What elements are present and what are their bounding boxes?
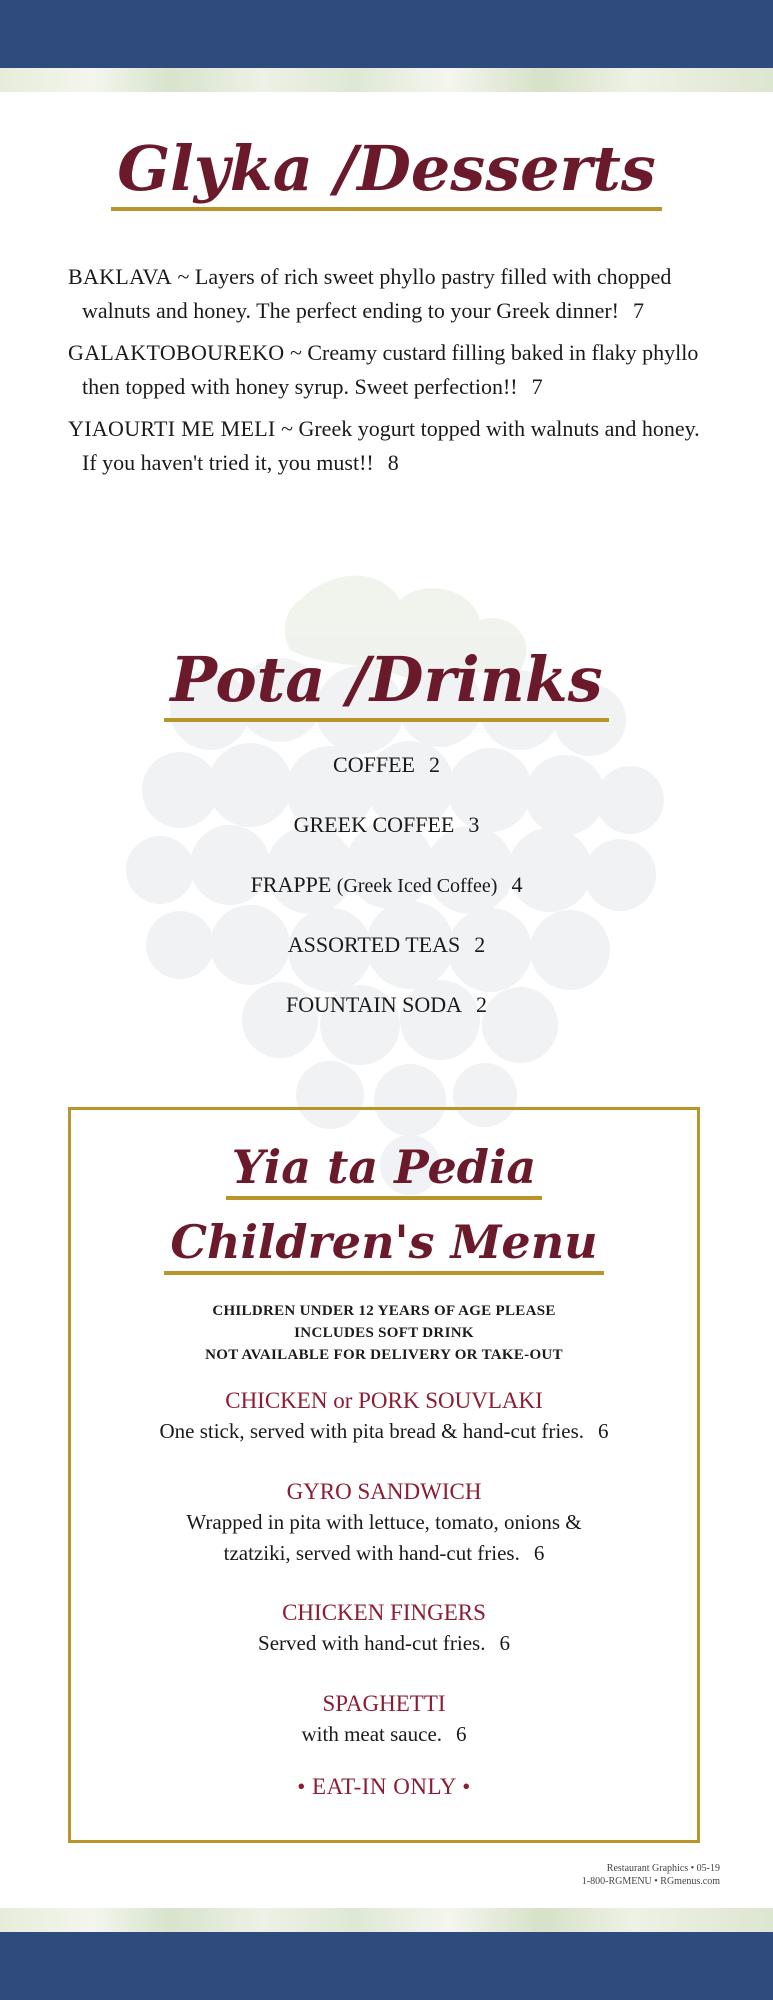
kids-item	[71, 1385, 697, 1447]
top-band	[0, 0, 773, 68]
dessert-price: 7	[531, 374, 543, 399]
eat-in-only-note: • EAT-IN ONLY •	[297, 1774, 471, 1799]
drink-note: (Greek Iced Coffee)	[336, 875, 498, 897]
top-marble-strip	[0, 68, 773, 92]
drinks-title: Pota /Drinks	[0, 643, 773, 722]
bottom-band	[0, 1932, 773, 2000]
dessert-item	[68, 412, 708, 480]
kids-title-greek: Yia ta Pedia	[71, 1140, 697, 1200]
drink-price: 2	[428, 752, 440, 777]
drink-item	[0, 988, 773, 1048]
kids-item	[71, 1688, 697, 1750]
kids-item	[71, 1476, 697, 1569]
kids-item-name: GYRO SANDWICH	[286, 1479, 482, 1504]
drinks-list	[0, 748, 773, 1048]
printer-credit: Restaurant Graphics • 05-19 1-800-RGMENU • RGmenus.com	[581, 1863, 720, 1887]
drink-name: COFFEE	[333, 752, 415, 777]
dessert-item	[68, 260, 708, 328]
drink-price: 4	[511, 872, 523, 897]
childrens-menu-box	[68, 1107, 700, 1843]
kids-notice: CHILDREN UNDER 12 YEARS OF AGE PLEASE INCLUDES SOFT DRINK NOT AVAILABLE FOR DELIVERY OR TAKE-OUT	[205, 1303, 563, 1363]
drink-price: 3	[468, 812, 480, 837]
kids-item-price: 6	[456, 1722, 467, 1746]
drink-name: GREEK COFFEE	[293, 812, 455, 837]
bottom-marble-strip	[0, 1908, 773, 1932]
dessert-description: ~ Greek yogurt topped with walnuts and honey. If you haven't tried it, you must!!	[82, 416, 700, 475]
drink-name: FOUNTAIN SODA	[285, 992, 463, 1017]
drink-item	[0, 928, 773, 988]
kids-item-name: CHICKEN or PORK SOUVLAKI	[225, 1388, 543, 1413]
drink-price: 2	[476, 992, 488, 1017]
kids-title-english: Children's Menu	[71, 1215, 697, 1275]
kids-item-description: One stick, served with pita bread & hand-cut fries.	[159, 1419, 585, 1443]
dessert-name: BAKLAVA	[68, 264, 172, 289]
kids-item-price: 6	[499, 1631, 510, 1655]
desserts-title: Glyka /Desserts	[0, 132, 773, 211]
kids-item-price: 6	[533, 1541, 545, 1565]
kids-item-price: 6	[598, 1419, 609, 1443]
kids-item-description: with meat sauce.	[301, 1722, 443, 1746]
dessert-name: GALAKTOBOUREKO	[68, 340, 285, 365]
drink-item	[0, 748, 773, 808]
kids-item-name: SPAGHETTI	[322, 1691, 446, 1716]
drink-item	[0, 808, 773, 868]
dessert-name: YIAOURTI ME MELI	[68, 416, 276, 441]
desserts-list	[68, 260, 708, 488]
dessert-description: ~ Layers of rich sweet phyllo pastry filled with chopped walnuts and honey. The perfect ending to your Greek dinner!	[82, 264, 672, 323]
drink-price: 2	[474, 932, 486, 957]
dessert-description: ~ Creamy custard filling baked in flaky phyllo then topped with honey syrup. Sweet perfection!!	[82, 340, 699, 399]
drink-name: FRAPPE	[250, 872, 332, 897]
kids-item-description: Served with hand-cut fries.	[258, 1631, 486, 1655]
drink-item	[0, 868, 773, 928]
drink-name: ASSORTED TEAS	[287, 932, 461, 957]
kids-item-name: CHICKEN FINGERS	[282, 1600, 486, 1625]
kids-item-description: Wrapped in pita with lettuce, tomato, onions & tzatziki, served with hand-cut fries.	[186, 1510, 582, 1565]
dessert-price: 8	[387, 450, 399, 475]
dessert-price: 7	[633, 298, 644, 323]
kids-item	[71, 1597, 697, 1659]
dessert-item	[68, 336, 708, 404]
